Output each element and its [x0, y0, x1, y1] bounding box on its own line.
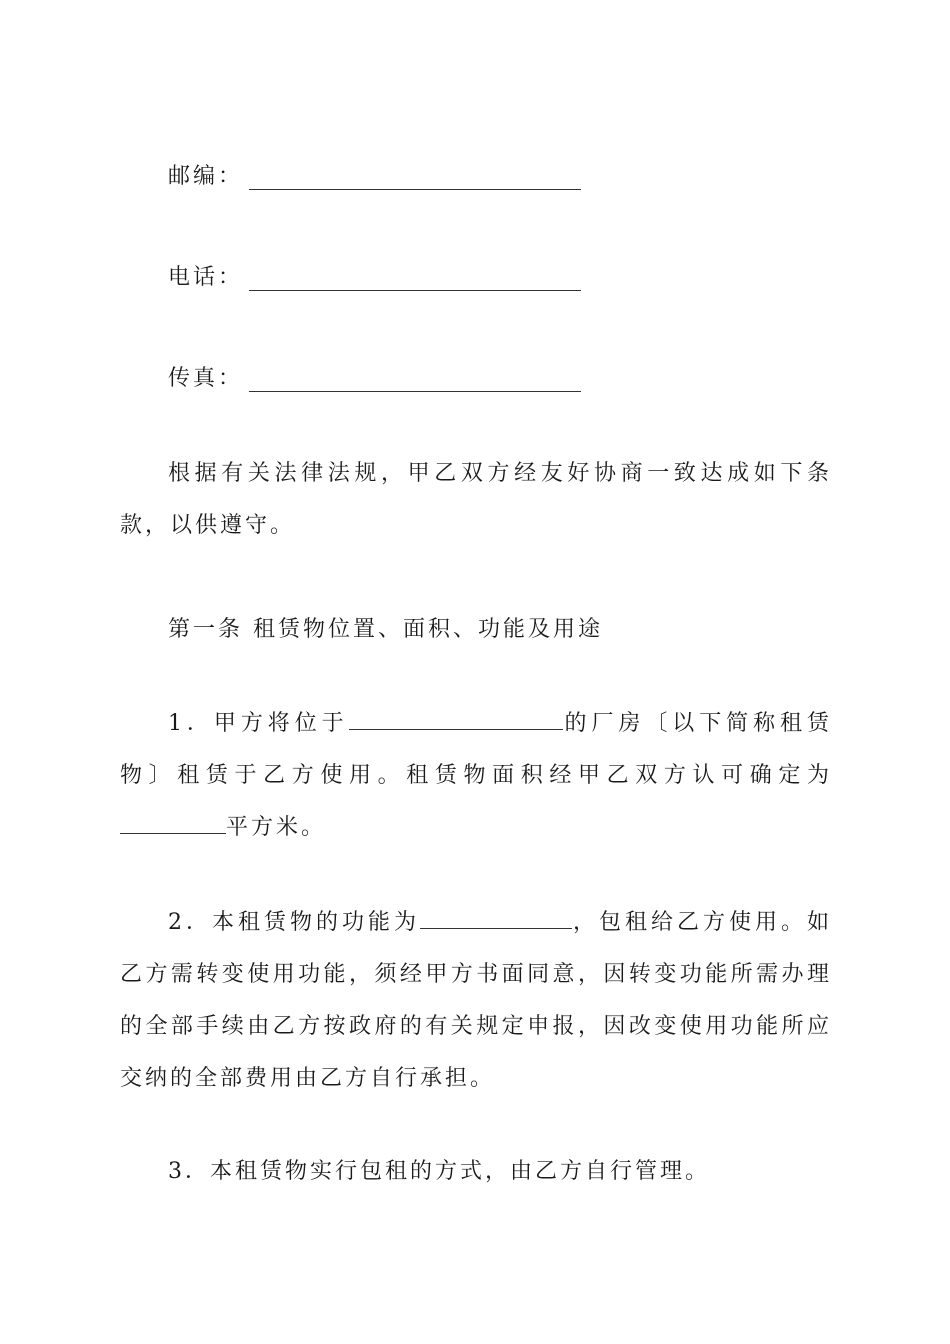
fax-blank-line: [249, 371, 581, 392]
article-1-heading: 第一条 租赁物位置、面积、功能及用途: [168, 617, 603, 642]
item-2-function-blank: [420, 908, 572, 929]
intro-paragraph: 根据有关法律法规，甲乙双方经友好协商一致达成如下条款，以供遵守。: [120, 461, 832, 538]
item-1-location-blank: [349, 709, 563, 730]
item-2-number: 2．: [168, 910, 212, 935]
phone-field: [168, 261, 581, 291]
postcode-blank-line: [249, 169, 581, 190]
item-2-text-b: ，包租给乙方使用。如乙方需转变使用功能，须经甲方书面同意，因转变功能所需办理的全部手续由乙方按政府的有关规定申报，因改变使用功能所应交纳的全部费用由乙方自行承担。: [120, 910, 832, 1091]
item-1-number: 1．: [168, 711, 214, 736]
postcode-label: 邮编：: [168, 164, 244, 189]
phone-blank-line: [249, 270, 581, 291]
item-1-area-blank: [120, 813, 226, 834]
article-1-item-2: [120, 897, 832, 1105]
postcode-field: [168, 160, 581, 190]
item-1-text-b: 的厂房〔以下简称租赁物〕租赁于乙方使用。租赁物面积经甲乙双方认可确定为: [120, 711, 832, 788]
article-1-item-1: [120, 698, 832, 854]
item-2-text-a: 本租赁物的功能为: [212, 910, 420, 935]
item-1-text-c: 平方米。: [226, 815, 327, 840]
item-1-text-a: 甲方将位于: [213, 711, 349, 736]
fax-label: 传真：: [168, 366, 244, 391]
fax-field: [168, 362, 581, 392]
article-1-item-3: 3．本租赁物实行包租的方式，由乙方自行管理。: [168, 1159, 710, 1184]
phone-label: 电话：: [168, 265, 244, 290]
